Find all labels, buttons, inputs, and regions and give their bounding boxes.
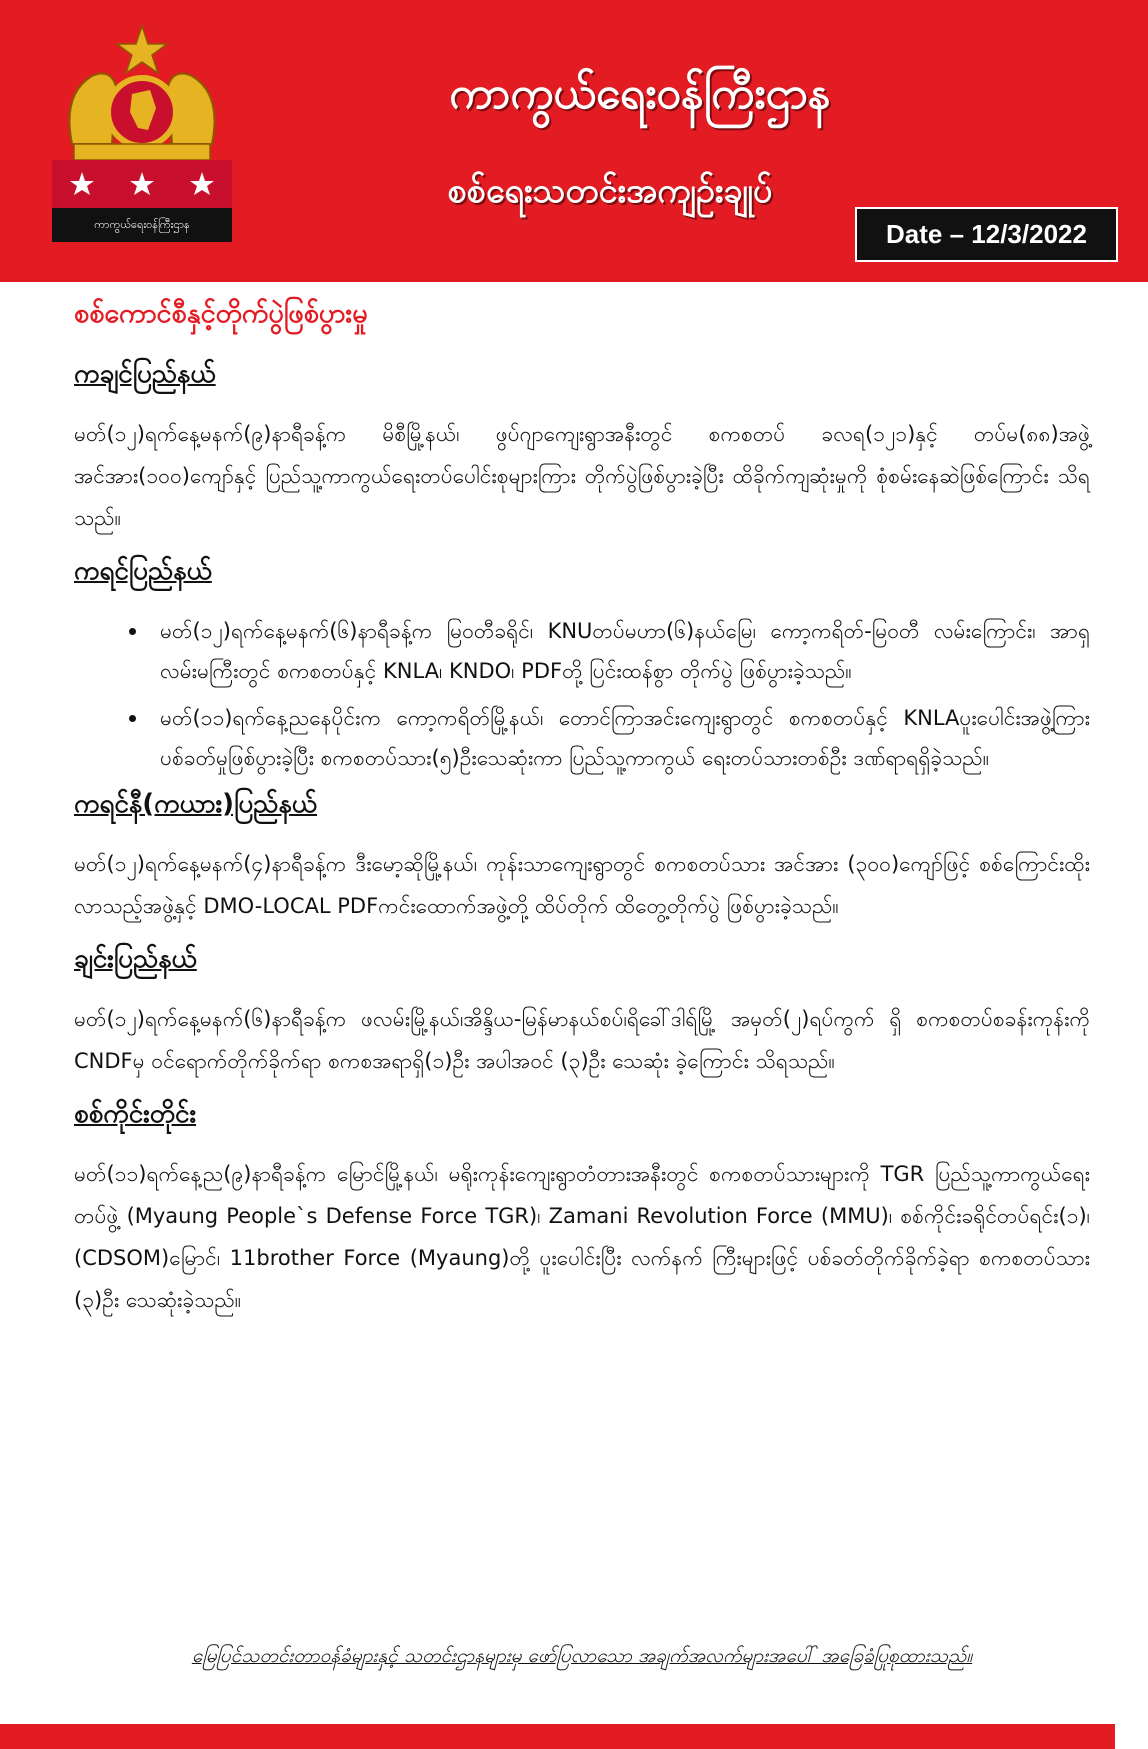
header-banner — [0, 0, 1148, 282]
source-footnote: မြေပြင်သတင်းတာဝန်ခံများနှင့် သတင်းဌာနများမှ ဖော်ပြလာသော အချက်အလက်များအပေါ် အခြေခံပြုစုထားသည်။ — [191, 1645, 973, 1667]
bullet-list-kayin — [74, 610, 1090, 778]
section-paragraph-chin: မတ်(၁၂)ရက်နေ့မနက်(၆)နာရီခန့်က ဖလမ်းမြို့နယ်၊အိန္ဒိယ-မြန်မာနယ်စပ်၊ရိခေါ်ဒါရ်မြို့ အမှတ်(၂)ရပ်ကွက် ရှိ စကစတပ်စခန်းကုန်းကို CNDFမှ ဝင်ရောက်တိုက်ခိုက်ရာ စကစအရာရှိ(၁)ဦး အပါအဝင် (၃)ဦး သေဆုံး ခဲ့ကြောင်း သိရသည်။ — [74, 1007, 1090, 1073]
list-item: • မတ်(၁၂)ရက်နေ့မနက်(၆)နာရီခန့်က မြဝတီခရိုင်၊ KNUတပ်မဟာ(၆)နယ်မြေ၊ ကော့ကရိတ်-မြဝတီ လမ်းကြောင်း၊ အာရှလမ်းမကြီးတွင် စကစတပ်နှင့် KNLA၊ KNDO၊ PDFတို့ ပြင်းထန်စွာ တိုက်ပွဲ ဖြစ်ပွားခဲ့သည်။ — [150, 610, 1090, 691]
header-title: ကာကွယ်ရေးဝန်ကြီးဌာန — [449, 68, 831, 119]
emblem-graphic — [52, 24, 232, 208]
report-body — [74, 296, 1090, 1335]
list-item: • မတ်(၁၁)ရက်နေ့ညနေပိုင်းက ကော့ကရိတ်မြို့နယ်၊ တောင်ကြာအင်းကျေးရွာတွင် စကစတပ်နှင့် KNLAပူးပေါင်းအဖွဲ့ကြား ပစ်ခတ်မှုဖြစ်ပွားခဲ့ပြီး စကစတပ်သား(၅)ဦးသေဆုံးကာ ပြည်သူ့ကာကွယ် ရေးတပ်သားတစ်ဦး ဒဏ်ရာရရှိခဲ့သည်။ — [150, 697, 1090, 778]
emblem-caption: ကာကွယ်ရေးဝန်ကြီးဌာန — [52, 208, 232, 242]
footer-bar — [0, 1724, 1115, 1749]
date-badge: Date – 12/3/2022 — [855, 207, 1118, 262]
section-heading-kayin: ကရင်ပြည်နယ် — [74, 556, 212, 586]
section-paragraph-karenni: မတ်(၁၂)ရက်နေ့မနက်(၄)နာရီခန့်က ဒီးမော့ဆိုမြို့နယ်၊ ကုန်းသာကျေးရွာတွင် စကစတပ်သား အင်အား (၃၀၀)ကျော်ဖြင့် စစ်ကြောင်းထိုးလာသည့်အဖွဲ့နှင့် DMO-LOCAL PDFကင်းထောက်အဖွဲ့တို့ ထိပ်တိုက် ထိတွေ့တိုက်ပွဲ ဖြစ်ပွားခဲ့သည်။ — [74, 852, 1090, 918]
defence-ministry-emblem-icon — [52, 24, 232, 242]
header-subtitle: စစ်ရေးသတင်းအကျဉ်းချုပ် — [447, 171, 773, 211]
section-paragraph-kachin: မတ်(၁၂)ရက်နေ့မနက်(၉)နာရီခန့်က မိစီမြို့နယ်၊ ဖွပ်ဂျာကျေးရွာအနီးတွင် စကစတပ် ခလရ(၁၂၁)နှင့် တပ်မ(၈၈)အဖွဲ့ အင်အား(၁၀၀)ကျော်နှင့် ပြည်သူ့ကာကွယ်ရေးတပ်ပေါင်းစုများကြား တိုက်ပွဲဖြစ်ပွားခဲ့ပြီး ထိခိုက်ကျဆုံးမှုကို စုံစမ်းနေဆဲဖြစ်ကြောင်း သိရသည်။ — [74, 422, 1090, 530]
section-heading-karenni: ကရင်နီ(ကယား)ပြည်နယ် — [74, 789, 318, 819]
main-heading: စစ်ကောင်စီနှင့်တိုက်ပွဲဖြစ်ပွားမှု — [74, 298, 368, 329]
section-paragraph-sagaing: မတ်(၁၁)ရက်နေ့ည(၉)နာရီခန့်က မြောင်မြို့နယ်၊ မရိုးကုန်းကျေးရွာတံတားအနီးတွင် စကစတပ်သားများကို TGR ပြည်သူ့ကာကွယ်ရေးတပ်ဖွဲ့ (Myaung People`s Defense Force TGR)၊ Zamani Revolution Force (MMU)၊ စစ်ကိုင်းခရိုင်တပ်ရင်း(၁)၊ (CDSOM)မြောင်၊ 11brother Force (Myaung)တို့ ပူးပေါင်းပြီး လက်နက် ကြီးများဖြင့် ပစ်ခတ်တိုက်ခိုက်ခဲ့ရာ စကစတပ်သား (၃)ဦး သေဆုံးခဲ့သည်။ — [74, 1162, 1091, 1312]
section-heading-sagaing: စစ်ကိုင်းတိုင်း — [74, 1099, 197, 1129]
section-heading-chin: ချင်းပြည်နယ် — [74, 944, 197, 974]
section-heading-kachin: ကချင်ပြည်နယ် — [74, 359, 216, 389]
